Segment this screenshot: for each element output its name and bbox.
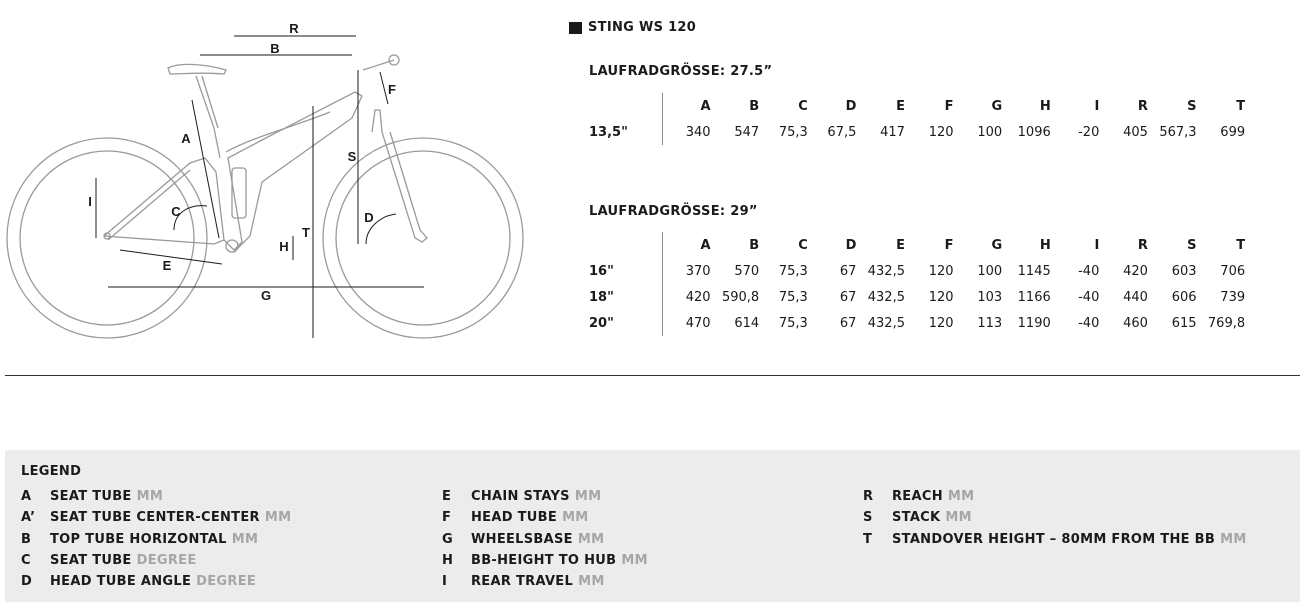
table-cell: 432,5 bbox=[867, 289, 905, 305]
legend-label: STANDOVER HEIGHT – 80MM FROM THE BB bbox=[892, 531, 1216, 547]
legend-label: WHEELSBASE bbox=[471, 531, 573, 547]
table-cell: -40 bbox=[1078, 315, 1100, 331]
legend-label: BB-HEIGHT TO HUB bbox=[471, 553, 617, 569]
table-cell: 100 bbox=[977, 263, 1003, 279]
table-cell: 432,5 bbox=[867, 263, 905, 279]
column-header: D bbox=[845, 98, 857, 114]
label-b: B bbox=[270, 41, 280, 56]
legend-unit: MM bbox=[947, 489, 975, 505]
table-cell: 417 bbox=[880, 124, 905, 140]
table-cell: 432,5 bbox=[867, 315, 905, 331]
frame-size: 20" bbox=[589, 315, 614, 331]
table-cell: 1096 bbox=[1017, 124, 1051, 140]
legend-letter: F bbox=[442, 510, 452, 526]
header-size-cell bbox=[589, 232, 662, 258]
label-e: E bbox=[162, 258, 172, 273]
legend-unit: MM bbox=[945, 510, 972, 526]
table-cell: 103 bbox=[977, 289, 1003, 305]
front-wheel bbox=[323, 138, 523, 338]
label-d: D bbox=[364, 210, 374, 225]
geometry-table-29 bbox=[589, 232, 1245, 336]
table-row bbox=[589, 284, 1245, 310]
table-cell: 603 bbox=[1171, 263, 1197, 279]
column-header: R bbox=[1137, 237, 1148, 253]
column-header: S bbox=[1187, 98, 1197, 114]
table-cell: 606 bbox=[1171, 289, 1197, 305]
legend-unit: MM bbox=[136, 489, 164, 505]
label-h: H bbox=[279, 239, 289, 254]
table-cell: 340 bbox=[662, 119, 711, 145]
legend-letter: S bbox=[863, 510, 873, 526]
label-r: R bbox=[289, 21, 299, 36]
legend-unit: MM bbox=[1220, 531, 1247, 547]
legend-item bbox=[442, 507, 648, 528]
legend-label: SEAT TUBE bbox=[50, 489, 132, 505]
legend-item bbox=[863, 507, 1247, 528]
legend-letter: T bbox=[863, 531, 873, 547]
table-cell: 590,8 bbox=[721, 289, 760, 305]
table-cell: 470 bbox=[662, 310, 711, 336]
label-t: T bbox=[302, 225, 310, 240]
frame-size: 18" bbox=[589, 289, 614, 305]
legend-label: REAR TRAVEL bbox=[471, 574, 574, 590]
legend-item bbox=[442, 571, 648, 592]
legend-unit: MM bbox=[577, 531, 605, 547]
legend-label: CHAIN STAYS bbox=[471, 489, 570, 505]
column-header: I bbox=[1094, 237, 1100, 253]
legend-label: HEAD TUBE ANGLE bbox=[50, 574, 192, 590]
column-header: G bbox=[991, 237, 1003, 253]
table-cell: 113 bbox=[977, 315, 1003, 331]
seat-post bbox=[196, 76, 220, 158]
legend-item bbox=[442, 486, 648, 507]
legend-item bbox=[21, 571, 291, 592]
legend-label: HEAD TUBE bbox=[471, 510, 558, 526]
wheel-size-title-275: LAUFRADGRÖSSE: 27.5” bbox=[589, 64, 773, 79]
column-header: F bbox=[944, 98, 954, 114]
table-cell: 420 bbox=[662, 284, 711, 310]
table-row bbox=[589, 310, 1245, 336]
column-header: C bbox=[798, 98, 808, 114]
legend-unit: MM bbox=[264, 510, 292, 526]
column-header: C bbox=[798, 237, 808, 253]
legend-label: TOP TUBE HORIZONTAL bbox=[50, 531, 227, 547]
table-cell: 420 bbox=[1123, 263, 1148, 279]
wheel-size-title-29: LAUFRADGRÖSSE: 29” bbox=[589, 204, 758, 219]
model-title bbox=[569, 20, 696, 35]
table-row bbox=[589, 119, 1245, 145]
legend-letter: R bbox=[863, 489, 874, 505]
legend-item bbox=[21, 529, 291, 550]
legend-title: LEGEND bbox=[21, 464, 82, 479]
legend-item bbox=[863, 486, 1247, 507]
frame-size: 16" bbox=[589, 263, 614, 279]
legend-unit: MM bbox=[578, 574, 605, 590]
legend-letter: G bbox=[442, 531, 453, 547]
legend-item bbox=[21, 550, 291, 571]
fork bbox=[372, 110, 427, 242]
table-cell: 460 bbox=[1123, 315, 1148, 331]
table-cell: 120 bbox=[928, 124, 954, 140]
legend-label: SEAT TUBE CENTER-CENTER bbox=[50, 510, 260, 526]
saddle bbox=[168, 64, 226, 74]
table-cell: 1190 bbox=[1017, 315, 1051, 331]
column-header: R bbox=[1137, 98, 1148, 114]
column-header: H bbox=[1039, 237, 1051, 253]
label-a: A bbox=[181, 131, 191, 146]
legend-column bbox=[442, 486, 648, 592]
table-header-row bbox=[589, 93, 1245, 119]
table-cell: 370 bbox=[662, 258, 711, 284]
table-cell: 120 bbox=[928, 289, 954, 305]
legend-item bbox=[442, 529, 648, 550]
column-header: A bbox=[662, 232, 711, 258]
table-cell: 1145 bbox=[1017, 263, 1051, 279]
table-cell: 405 bbox=[1123, 124, 1148, 140]
column-header: F bbox=[944, 237, 954, 253]
column-header: T bbox=[1236, 98, 1246, 114]
legend-unit: MM bbox=[621, 553, 648, 569]
column-header: G bbox=[991, 98, 1003, 114]
column-header: E bbox=[896, 98, 905, 114]
table-cell: 570 bbox=[734, 263, 760, 279]
legend-letter: C bbox=[21, 553, 31, 569]
legend-column bbox=[21, 486, 291, 592]
table-cell: 120 bbox=[928, 315, 954, 331]
rear-wheel bbox=[7, 138, 207, 338]
table-cell: 67 bbox=[839, 289, 857, 305]
column-header: I bbox=[1094, 98, 1100, 114]
table-cell: 769,8 bbox=[1207, 315, 1246, 331]
legend-unit: MM bbox=[574, 489, 602, 505]
table-cell: 100 bbox=[977, 124, 1003, 140]
divider bbox=[5, 375, 1300, 376]
legend bbox=[5, 450, 1300, 602]
legend-letter: A’ bbox=[21, 510, 36, 526]
label-c: C bbox=[171, 204, 181, 219]
legend-unit: DEGREE bbox=[136, 553, 197, 569]
table-cell: 75,3 bbox=[778, 289, 808, 305]
table-cell: 614 bbox=[734, 315, 760, 331]
header-size-cell bbox=[589, 93, 662, 119]
legend-unit: DEGREE bbox=[196, 574, 257, 590]
label-s: S bbox=[347, 149, 357, 164]
legend-item bbox=[21, 507, 291, 528]
table-cell: 739 bbox=[1220, 289, 1246, 305]
legend-item bbox=[21, 486, 291, 507]
table-cell: -40 bbox=[1078, 263, 1100, 279]
table-cell: 75,3 bbox=[778, 124, 808, 140]
legend-label: REACH bbox=[892, 489, 943, 505]
table-cell: 67,5 bbox=[827, 124, 857, 140]
table-cell: 1166 bbox=[1017, 289, 1051, 305]
model-name: STING WS 120 bbox=[588, 20, 697, 35]
column-header: D bbox=[845, 237, 857, 253]
label-g: G bbox=[260, 288, 272, 303]
legend-letter: A bbox=[21, 489, 32, 505]
title-square-icon bbox=[569, 22, 582, 34]
legend-unit: MM bbox=[231, 531, 259, 547]
legend-label: STACK bbox=[892, 510, 941, 526]
table-row bbox=[589, 258, 1245, 284]
label-i: I bbox=[88, 194, 92, 209]
table-cell: 440 bbox=[1123, 289, 1148, 305]
table-cell: 547 bbox=[734, 124, 760, 140]
column-header: B bbox=[749, 98, 760, 114]
table-cell: 75,3 bbox=[778, 263, 808, 279]
table-cell: 699 bbox=[1220, 124, 1246, 140]
legend-item bbox=[442, 550, 648, 571]
table-cell: 120 bbox=[928, 263, 954, 279]
legend-label: SEAT TUBE bbox=[50, 553, 132, 569]
table-cell: 67 bbox=[839, 263, 857, 279]
legend-letter: I bbox=[442, 574, 448, 590]
table-header-row bbox=[589, 232, 1245, 258]
table-cell: 67 bbox=[839, 315, 857, 331]
legend-letter: E bbox=[442, 489, 452, 505]
legend-item bbox=[863, 529, 1247, 550]
table-cell: -40 bbox=[1078, 289, 1100, 305]
column-header: S bbox=[1187, 237, 1197, 253]
legend-letter: D bbox=[21, 574, 33, 590]
legend-column bbox=[863, 486, 1247, 550]
legend-unit: MM bbox=[562, 510, 589, 526]
column-header: A bbox=[662, 93, 711, 119]
table-cell: 706 bbox=[1220, 263, 1246, 279]
frame-size: 13,5" bbox=[589, 124, 628, 140]
table-cell: -20 bbox=[1078, 124, 1100, 140]
column-header: T bbox=[1236, 237, 1246, 253]
table-cell: 567,3 bbox=[1159, 124, 1197, 140]
table-cell: 615 bbox=[1171, 315, 1197, 331]
bike-geometry-diagram bbox=[0, 0, 540, 350]
column-header: E bbox=[896, 237, 905, 253]
geometry-table-275 bbox=[589, 93, 1245, 145]
legend-letter: B bbox=[21, 531, 32, 547]
label-f: F bbox=[388, 82, 396, 97]
column-header: H bbox=[1039, 98, 1051, 114]
legend-letter: H bbox=[442, 553, 454, 569]
table-cell: 75,3 bbox=[778, 315, 808, 331]
column-header: B bbox=[749, 237, 760, 253]
